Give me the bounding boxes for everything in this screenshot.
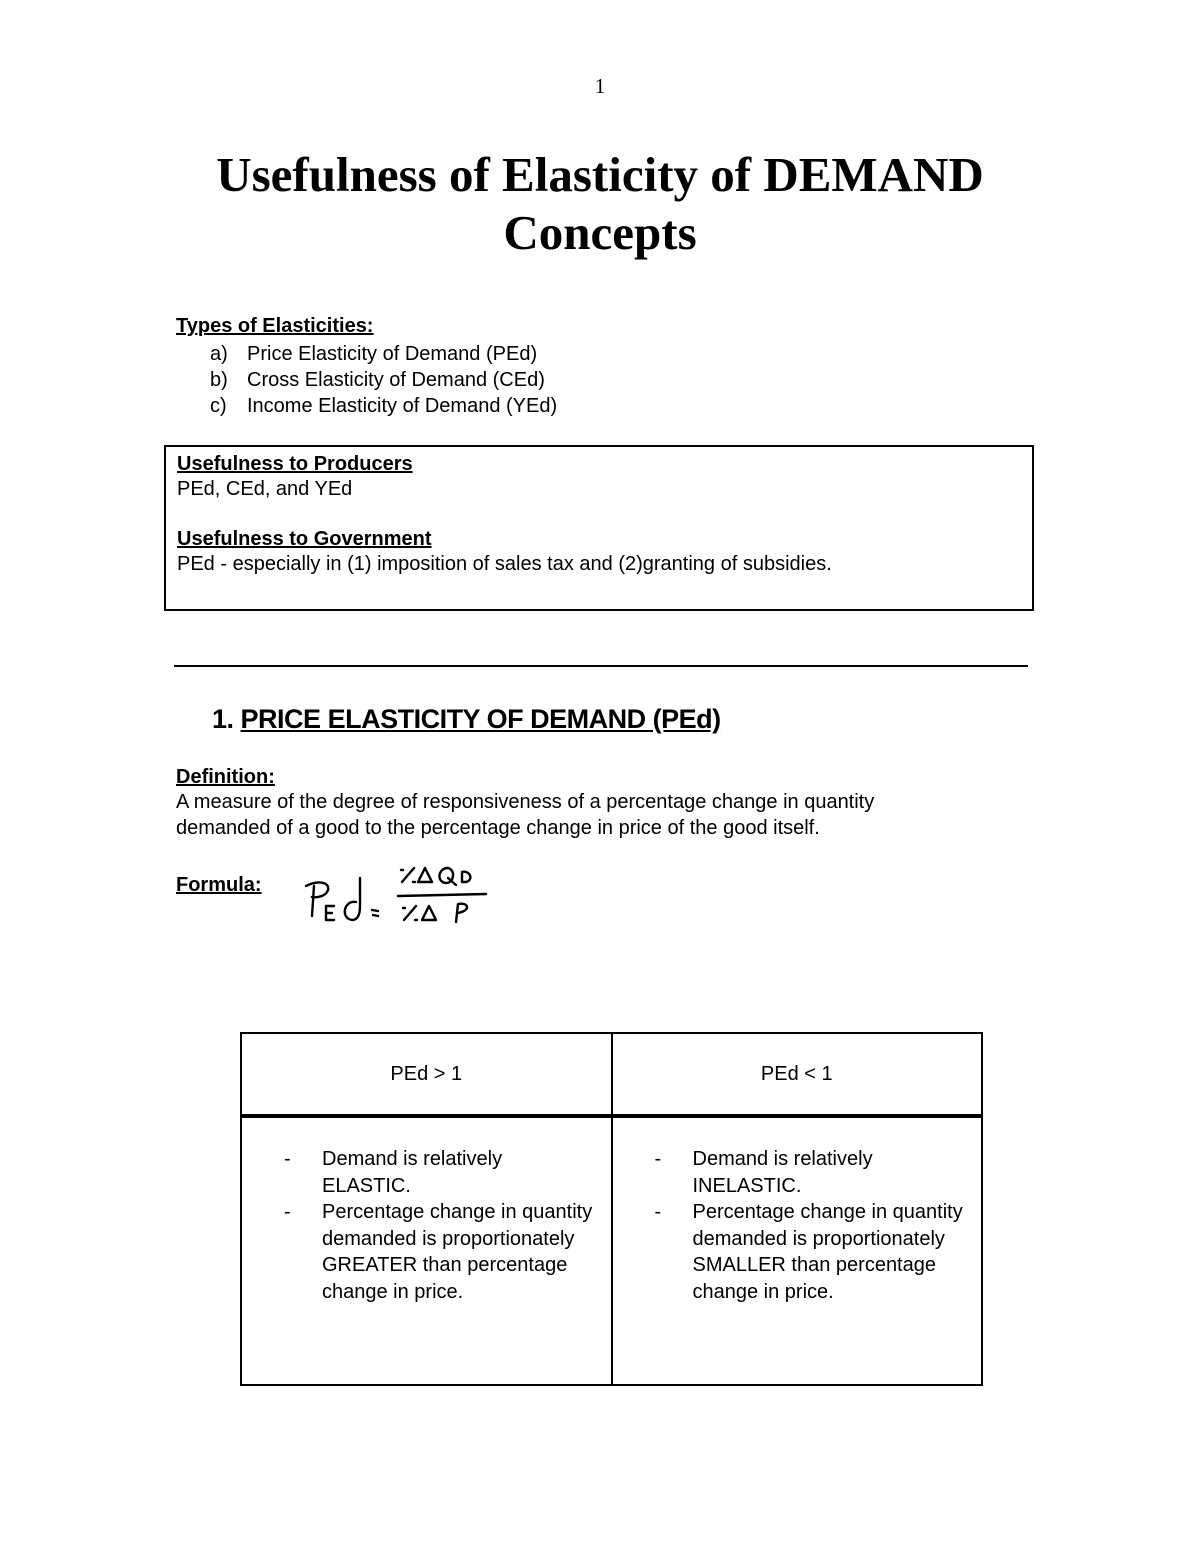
formula-num-delta <box>418 868 432 882</box>
list-item <box>210 393 557 419</box>
definition-block <box>176 766 1056 841</box>
dash-marker: - <box>284 1201 291 1223</box>
table-cell-inelastic <box>612 1116 983 1385</box>
definition-line-2: demanded of a good to the percentage change in price of the good itself. <box>176 817 820 839</box>
list-item <box>284 1146 593 1199</box>
government-heading: Usefulness to Government <box>177 528 432 550</box>
list-marker: a) <box>210 343 228 365</box>
producers-heading: Usefulness to Producers <box>177 453 413 475</box>
table-cell-elastic <box>241 1116 612 1385</box>
dash-marker: - <box>654 1201 662 1223</box>
list-marker: b) <box>210 369 228 391</box>
formula-equals <box>372 910 378 916</box>
list-item <box>655 1146 964 1199</box>
page-title-line-1: Usefulness of Elasticity of DEMAND <box>216 147 984 202</box>
definition-line-1: A measure of the degree of responsiveness of a percentage change in quantity <box>176 791 875 813</box>
section-1-number: 1. <box>212 704 234 734</box>
section-1-heading <box>212 704 721 735</box>
formula-den-delta <box>422 906 436 920</box>
formula-heading: Formula: <box>176 874 262 896</box>
list-item-text: Income Elasticity of Demand (YEd) <box>247 395 558 417</box>
handwritten-formula <box>300 858 500 930</box>
definition-heading: Definition: <box>176 766 275 788</box>
table-header-cell: PEd > 1 <box>241 1033 612 1116</box>
list-item-text: Percentage change in quantity demanded is proportionately SMALLER than percentage change in price. <box>692 1201 963 1303</box>
list-item-text: Demand is relatively INELASTIC. <box>692 1148 873 1197</box>
formula-d-stroke <box>345 878 360 920</box>
list-item <box>284 1199 593 1305</box>
formula-den-percent <box>403 906 417 920</box>
page-title <box>100 146 1100 262</box>
table-row <box>241 1116 982 1385</box>
government-text: PEd - especially in (1) imposition of sales tax and (2)granting of subsidies. <box>177 553 832 575</box>
section-divider <box>174 665 1028 667</box>
formula-e-stroke <box>326 906 334 920</box>
formula-num-q <box>439 868 456 885</box>
list-item <box>210 341 557 367</box>
dash-marker: - <box>654 1148 662 1170</box>
list-marker: c) <box>210 395 227 417</box>
dash-marker: - <box>284 1148 291 1170</box>
formula-fraction-bar <box>398 894 486 896</box>
list-item-text: Percentage change in quantity demanded is proportionately GREATER than percentage change in price. <box>322 1201 593 1303</box>
types-list <box>210 341 557 419</box>
list-item-text: Cross Elasticity of Demand (CEd) <box>247 369 545 391</box>
types-heading: Types of Elasticities: <box>176 315 374 337</box>
formula-p-stroke <box>312 886 314 916</box>
formula-num-d <box>462 872 470 882</box>
producers-text: PEd, CEd, and YEd <box>177 478 353 500</box>
bullet-list <box>613 1118 982 1305</box>
list-item <box>655 1199 964 1305</box>
section-1-title: PRICE ELASTICITY OF DEMAND (PEd) <box>240 704 721 734</box>
page-title-line-2: Concepts <box>503 205 697 260</box>
usefulness-box <box>164 445 1034 611</box>
table-header-cell: PEd < 1 <box>612 1033 983 1116</box>
list-item <box>210 367 557 393</box>
formula-num-percent <box>401 868 415 882</box>
formula-den-p <box>456 904 467 922</box>
ped-comparison-table <box>240 1032 983 1386</box>
page-number: 1 <box>594 74 606 98</box>
table-header-row <box>241 1033 982 1116</box>
bullet-list <box>242 1118 611 1305</box>
list-item-text: Price Elasticity of Demand (PEd) <box>247 343 538 365</box>
formula-p-bowl <box>306 883 328 898</box>
list-item-text: Demand is relatively ELASTIC. <box>322 1148 503 1197</box>
